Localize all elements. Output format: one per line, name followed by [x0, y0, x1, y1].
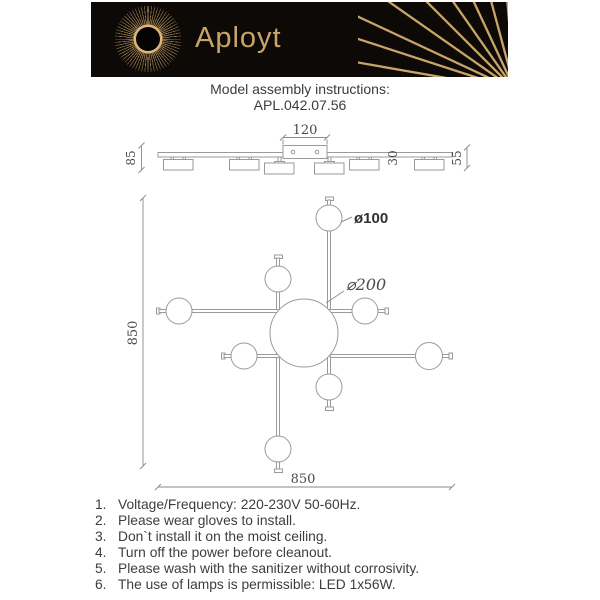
logo-core	[136, 27, 160, 51]
instruction-text: Don`t install it on the moist ceiling.	[118, 528, 328, 544]
instruction-item	[95, 545, 515, 561]
starburst-logo-icon	[115, 6, 181, 72]
model-code: APL.042.07.56	[253, 97, 347, 113]
instruction-number: 4.	[95, 544, 107, 560]
instruction-text: Please wear gloves to install.	[118, 512, 296, 528]
instruction-item	[95, 513, 515, 529]
instruction-text: The use of lamps is permissible: LED 1x56W.	[118, 576, 396, 592]
brand-banner	[91, 2, 508, 77]
top-view-diagram	[125, 192, 485, 492]
dim-height-left: 85	[124, 150, 138, 166]
label-center-diameter: ⌀200	[346, 275, 387, 294]
instruction-number: 5.	[95, 560, 107, 576]
brand-name: Aployt	[195, 22, 282, 54]
instruction-number: 1.	[95, 497, 107, 512]
instruction-text: Voltage/Frequency: 220-230V 50-60Hz.	[118, 497, 361, 512]
instructions-list	[95, 497, 515, 592]
instruction-item	[95, 529, 515, 545]
dim-width: 850	[290, 472, 316, 487]
instruction-text: Please wash with the sanitizer without corrosivity.	[118, 560, 420, 576]
instruction-item	[95, 577, 515, 593]
dim-canopy-width: 120	[292, 123, 318, 138]
instruction-number: 6.	[95, 576, 107, 592]
side-view-diagram	[120, 118, 480, 196]
dim-offset: 30	[386, 150, 400, 166]
assembly-title: Model assembly instructions:	[210, 81, 390, 97]
instruction-number: 2.	[95, 512, 107, 528]
instruction-item	[95, 561, 515, 577]
dim-height: 850	[126, 320, 141, 346]
label-shade-diameter: ø100	[354, 210, 389, 227]
instruction-text: Turn off the power before cleanout.	[118, 544, 332, 560]
instruction-item	[95, 497, 515, 513]
instruction-number: 3.	[95, 528, 107, 544]
decorative-rays-icon	[358, 2, 508, 77]
dim-height-right: 55	[450, 150, 464, 166]
